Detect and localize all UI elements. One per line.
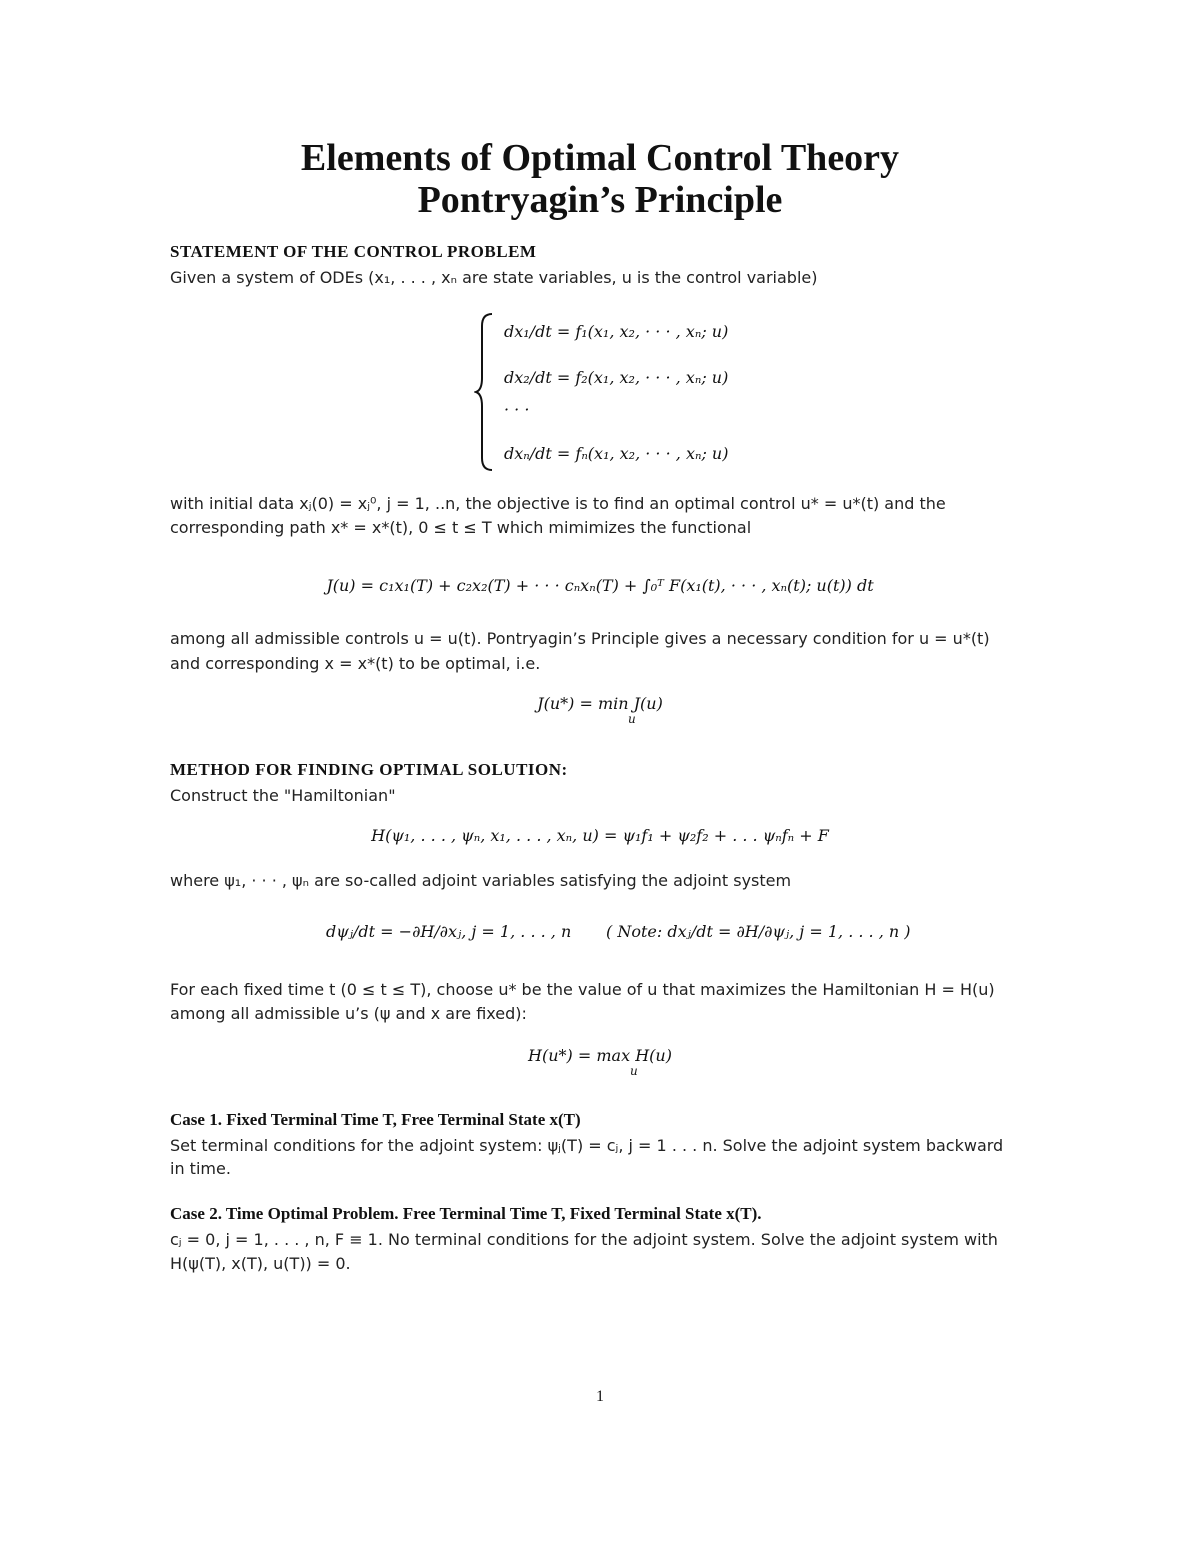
max-subscript: u <box>630 1064 638 1078</box>
page-number: 1 <box>596 1388 604 1405</box>
adjoint-equation: dψⱼ/dt = −∂H/∂xⱼ, j = 1, . . . , n <box>326 922 572 941</box>
admissible-text-1: among all admissible controls u = u(t). Pontryagin’s Principle gives a necessary condition for u = u*(t) <box>170 629 990 648</box>
case-1-text-1: Set terminal conditions for the adjoint system: ψⱼ(T) = cⱼ, j = 1 . . . n. Solve the adjoint system backward <box>170 1136 1004 1155</box>
case-2-text-2: H(ψ(T), x(T), u(T)) = 0. <box>170 1254 351 1273</box>
adjoint-where-text: where ψ₁, · · · , ψₙ are so-called adjoint variables satisfying the adjoint system <box>170 871 792 890</box>
case-1-text-2: in time. <box>170 1159 231 1178</box>
hamiltonian-equation: H(ψ₁, . . . , ψₙ, x₁, . . . , xₙ, u) = ψ₁f₁ + ψ₂f₂ + . . . ψₙfₙ + F <box>371 826 829 845</box>
title-line-1: Elements of Optimal Control Theory <box>300 137 900 179</box>
ode-line-dots: · · · <box>504 400 530 419</box>
ode-line-2: dx₂/dt = f₂(x₁, x₂, · · · , xₙ; u) <box>504 368 729 387</box>
section-heading-method: METHOD FOR FINDING OPTIMAL SOLUTION: <box>170 760 568 779</box>
case-2-text-1: cⱼ = 0, j = 1, . . . , n, F ≡ 1. No terminal conditions for the adjoint system. Solve the adjoint system with <box>170 1230 998 1249</box>
note-equation: ( Note: dxⱼ/dt = ∂H/∂ψⱼ, j = 1, . . . , n ) <box>606 922 911 941</box>
max-equation: H(u*) = max H(u) <box>528 1046 672 1065</box>
section-heading-statement: STATEMENT OF THE CONTROL PROBLEM <box>170 242 537 261</box>
intro-text: Given a system of ODEs (x₁, . . . , xₙ are state variables, u is the control variable) <box>170 268 818 287</box>
ode-line-1: dx₁/dt = f₁(x₁, x₂, · · · , xₙ; u) <box>504 322 729 341</box>
construct-text: Construct the "Hamiltonian" <box>170 786 396 805</box>
system-brace <box>474 312 496 472</box>
min-equation: J(u*) = min J(u) <box>537 694 663 713</box>
functional-equation: J(u) = c₁x₁(T) + c₂x₂(T) + · · · cₙxₙ(T) + ∫₀ᵀ F(x₁(t), · · · , xₙ(t); u(t)) dt <box>326 576 874 595</box>
initial-data-text-1: with initial data xⱼ(0) = xⱼ⁰, j = 1, ..n, the objective is to find an optimal control u* = u*(t) and the <box>170 494 946 513</box>
case-2-heading: Case 2. Time Optimal Problem. Free Terminal Time T, Fixed Terminal State x(T). <box>170 1204 762 1223</box>
initial-data-text-2: corresponding path x* = x*(t), 0 ≤ t ≤ T which mimimizes the functional <box>170 518 752 537</box>
title-line-2: Pontryagin’s Principle <box>417 179 783 221</box>
case-1-heading: Case 1. Fixed Terminal Time T, Free Terminal State x(T) <box>170 1110 581 1129</box>
min-subscript: u <box>628 712 636 726</box>
fixed-time-text-1: For each fixed time t (0 ≤ t ≤ T), choose u* be the value of u that maximizes the Hamiltonian H = H(u) <box>170 980 995 999</box>
admissible-text-2: and corresponding x = x*(t) to be optimal, i.e. <box>170 654 541 673</box>
ode-line-n: dxₙ/dt = fₙ(x₁, x₂, · · · , xₙ; u) <box>504 444 729 463</box>
fixed-time-text-2: among all admissible u’s (ψ and x are fixed): <box>170 1004 527 1023</box>
